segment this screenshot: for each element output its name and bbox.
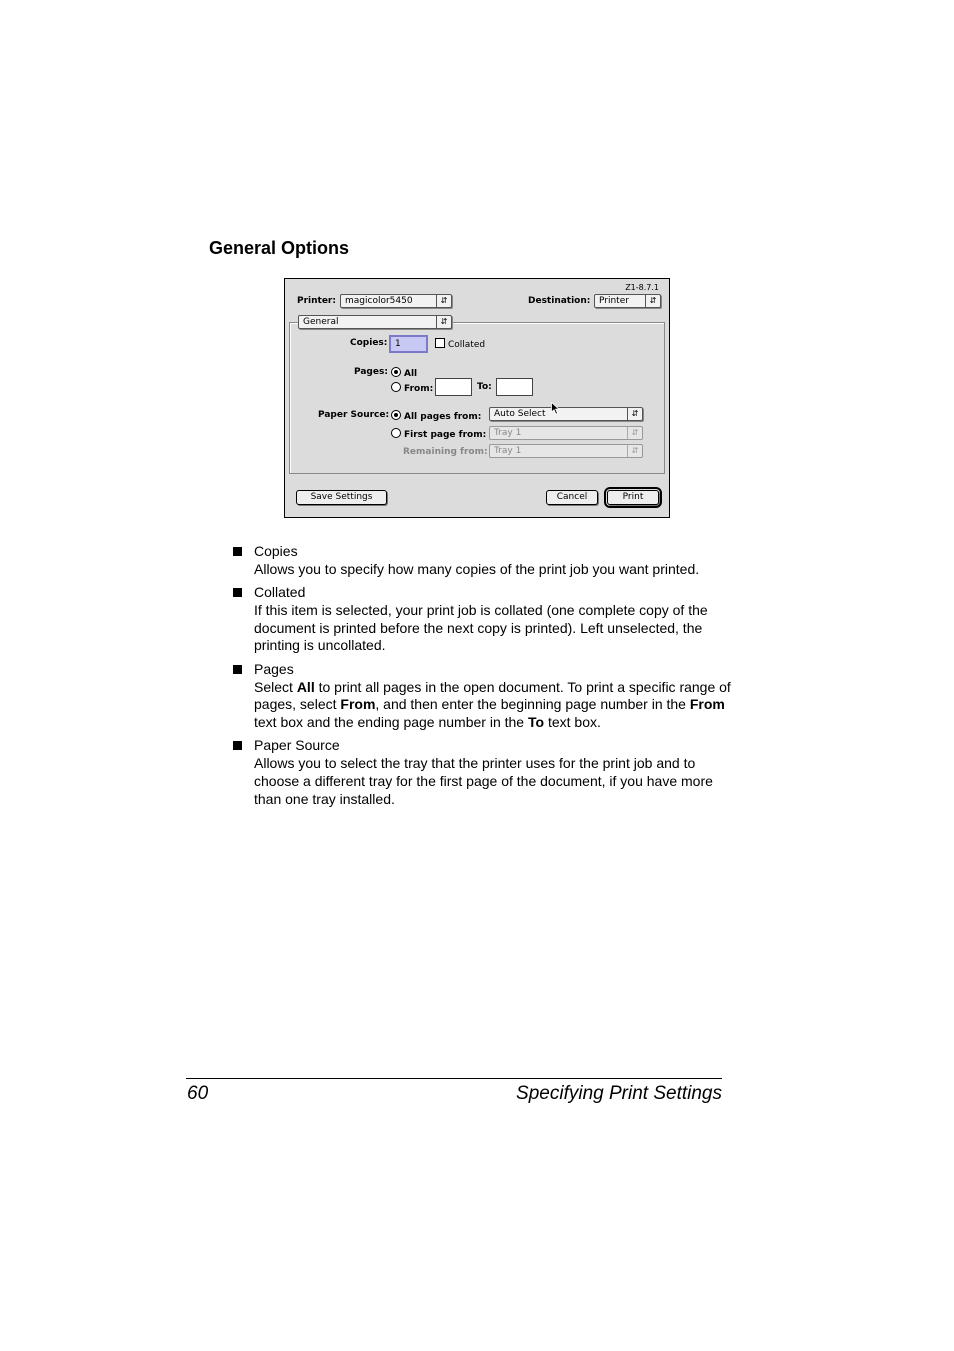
list-item [233, 737, 733, 808]
print-dialog-screenshot [284, 278, 670, 518]
from-page-field[interactable] [435, 378, 472, 396]
remaining-from-value: Tray 1 [494, 446, 522, 456]
to-page-field[interactable] [496, 378, 533, 396]
mouse-pointer-icon [551, 402, 560, 415]
item-title: Pages [254, 660, 294, 677]
all-pages-from-radio[interactable] [391, 410, 481, 422]
first-page-from-popup[interactable] [489, 426, 643, 440]
panel-popup[interactable] [298, 315, 452, 329]
destination-popup-value: Printer [599, 296, 629, 306]
copies-label: Copies: [350, 338, 388, 348]
all-pages-from-value: Auto Select [494, 409, 546, 419]
cancel-button[interactable]: Cancel [546, 490, 598, 505]
square-bullet-icon [233, 588, 242, 597]
square-bullet-icon [233, 547, 242, 556]
first-page-from-radio[interactable] [391, 428, 486, 440]
pages-label: Pages: [354, 367, 388, 377]
all-pages-from-label: All pages from: [404, 412, 482, 422]
popup-arrows-icon: ⇵ [645, 295, 660, 307]
pages-from-radio[interactable] [391, 382, 433, 394]
item-description: Allows you to select the tray that the printer uses for the print job and to choose a different tray for the first page of the document, if you have more than one tray installed. [254, 755, 713, 807]
square-bullet-icon [233, 741, 242, 750]
radio-selected-icon[interactable] [391, 367, 401, 377]
item-title: Copies [254, 543, 298, 559]
footer-section-title: Specifying Print Settings [516, 1083, 722, 1104]
copies-field[interactable]: 1 [389, 335, 428, 353]
list-item [233, 584, 733, 655]
collated-checkbox-box[interactable] [435, 338, 445, 348]
page-number: 60 [187, 1083, 209, 1104]
all-pages-from-popup[interactable] [489, 407, 643, 421]
printer-label: Printer: [297, 296, 336, 306]
version-label: Z1-8.7.1 [625, 283, 659, 292]
pages-from-label: From: [404, 384, 434, 394]
radio-unselected-icon[interactable] [391, 428, 401, 438]
item-description: Allows you to specify how many copies of the print job you want printed. [254, 560, 700, 577]
destination-popup[interactable] [594, 294, 661, 308]
square-bullet-icon [233, 665, 242, 674]
pages-all-label: All [404, 369, 418, 379]
popup-arrows-icon: ⇵ [627, 445, 642, 457]
printer-popup-value: magicolor5450 [345, 296, 413, 306]
save-settings-button[interactable]: Save Settings [296, 490, 387, 505]
panel-popup-value: General [303, 317, 339, 327]
collated-checkbox[interactable] [435, 338, 485, 350]
section-heading: General Options [209, 238, 350, 258]
item-description: If this item is selected, your print job is collated (one complete copy of the document is printed before the next copy is printed). Left unselected, the printing is uncollated. [254, 601, 708, 654]
collated-label: Collated [448, 340, 486, 350]
destination-label: Destination: [528, 296, 591, 306]
printer-popup[interactable] [340, 294, 452, 308]
radio-selected-icon[interactable] [391, 410, 401, 420]
pages-all-radio[interactable] [391, 367, 417, 379]
first-page-from-value: Tray 1 [494, 428, 522, 438]
list-item [233, 661, 733, 732]
item-description: Select All to print all pages in the open document. To print a specific range of pages, select From, and then enter the beginning page number in the From text box and the ending page number in the To text box. [254, 678, 731, 731]
paper-source-label: Paper Source: [318, 410, 390, 420]
list-item [233, 543, 733, 579]
first-page-from-label: First page from: [404, 430, 487, 440]
item-title: Paper Source [254, 737, 340, 754]
remaining-from-label: Remaining from: [403, 447, 488, 457]
print-button[interactable]: Print [607, 490, 659, 505]
popup-arrows-icon: ⇵ [627, 427, 642, 439]
to-label: To: [477, 382, 492, 392]
radio-unselected-icon[interactable] [391, 382, 401, 392]
popup-arrows-icon: ⇵ [627, 408, 642, 420]
popup-arrows-icon: ⇵ [436, 295, 451, 307]
remaining-from-popup[interactable] [489, 444, 643, 458]
option-descriptions-list [233, 543, 733, 814]
popup-arrows-icon: ⇵ [436, 316, 451, 328]
footer-rule [186, 1078, 722, 1079]
item-title: Collated [254, 584, 306, 601]
